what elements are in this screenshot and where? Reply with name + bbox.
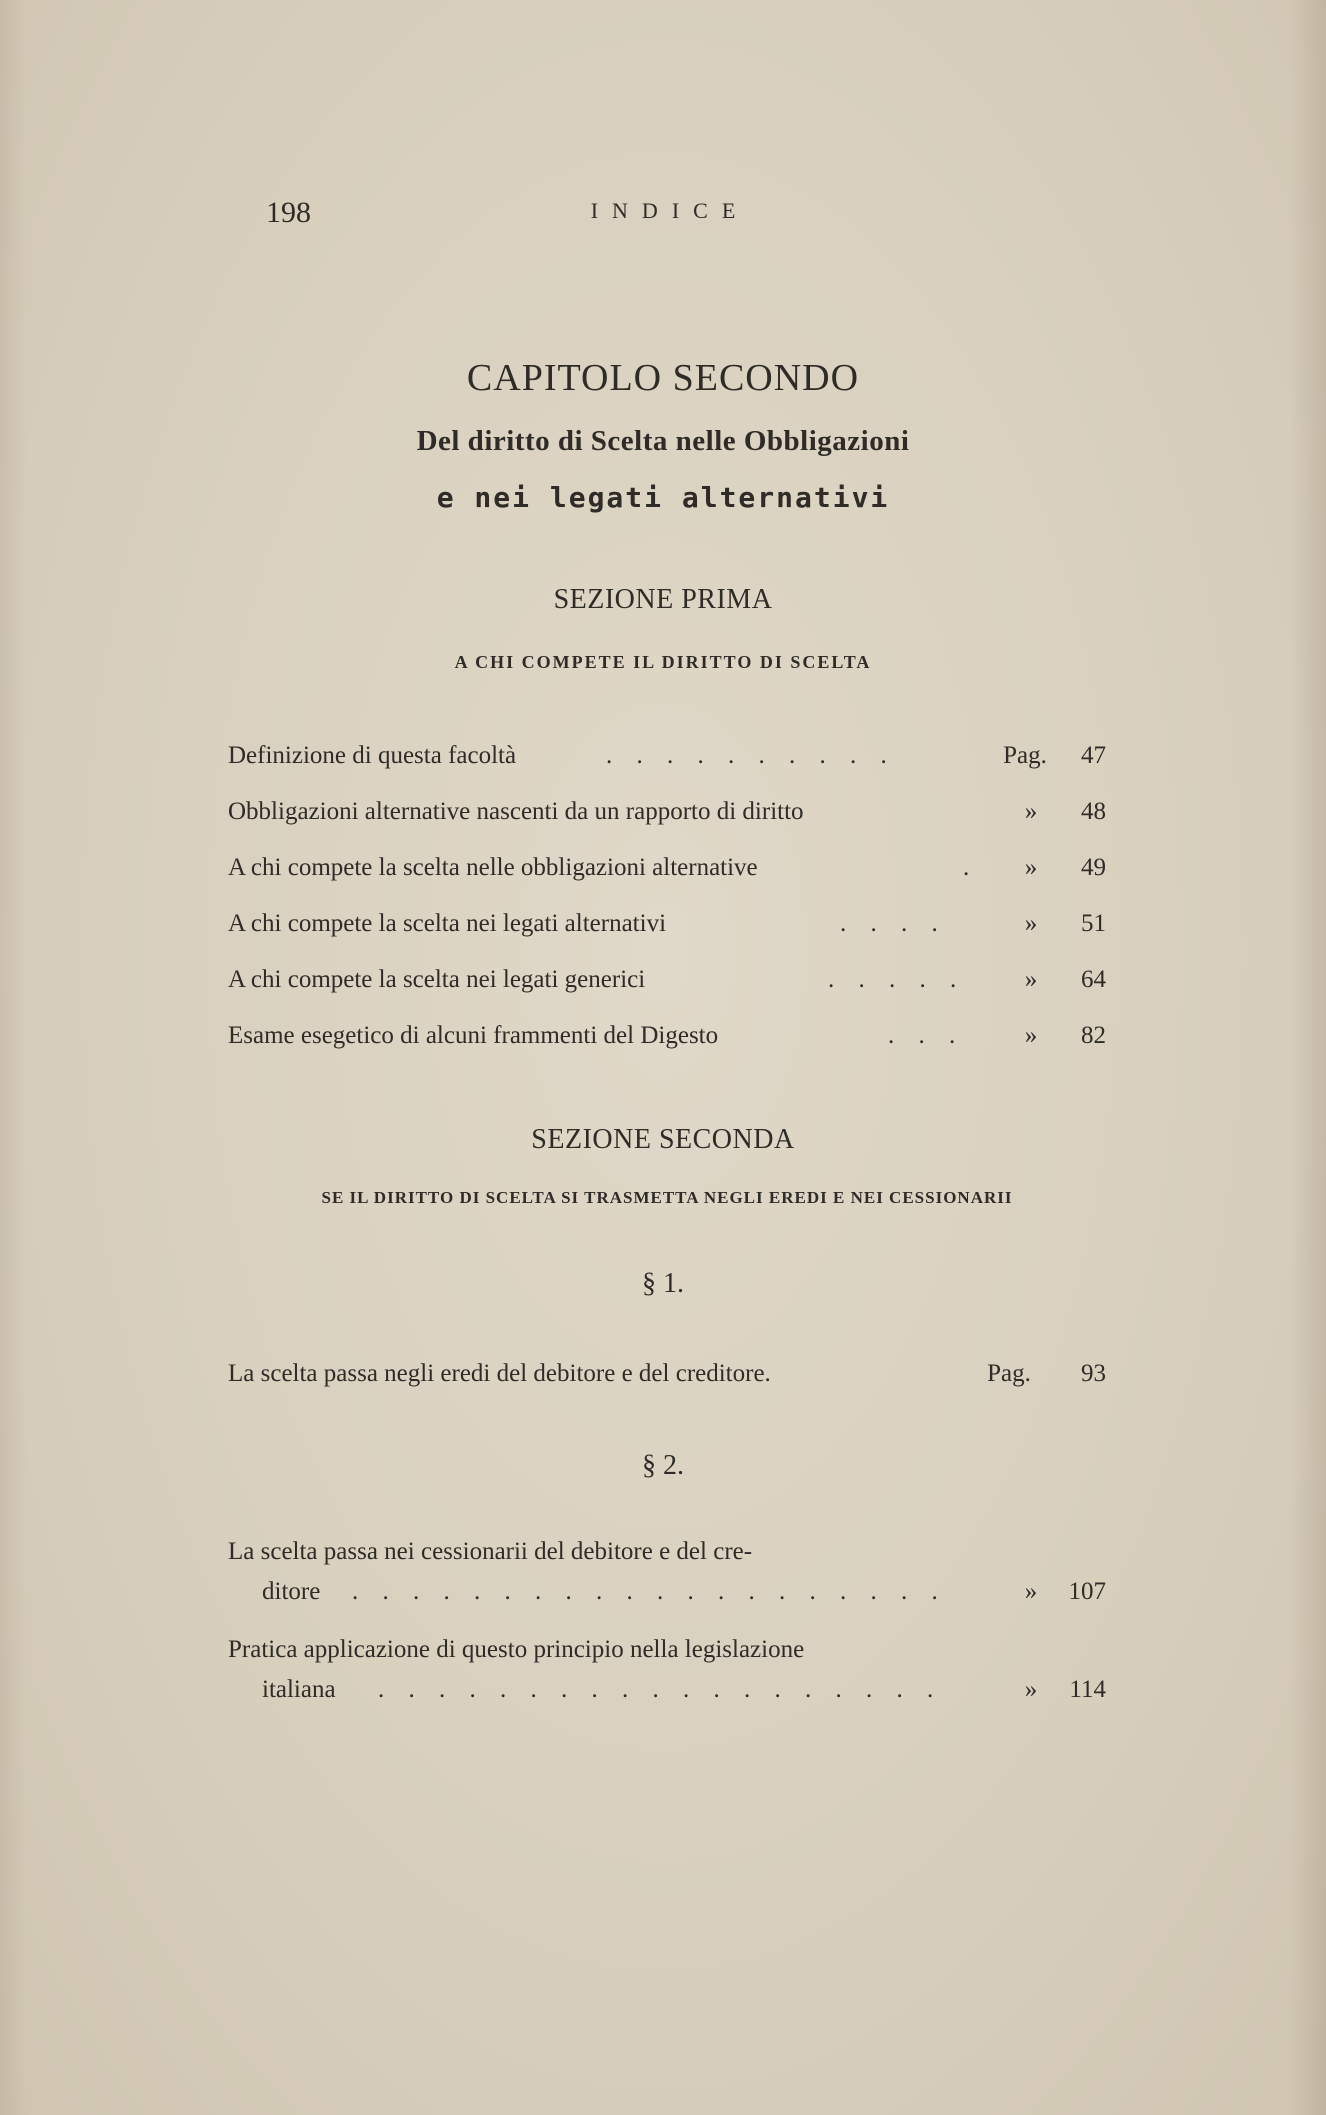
toc-entry-text: Esame esegetico di alcuni frammenti del Digesto (228, 1022, 719, 1049)
toc-entry-leader: . . . (888, 1022, 965, 1049)
page-edge-shadow-right (1290, 0, 1326, 2115)
section-heading-seconda: SEZIONE SECONDA (531, 1124, 795, 1155)
toc-entry-page: 49 (1081, 854, 1106, 881)
toc-entry-ditto-mark: » (1024, 1022, 1038, 1049)
toc-entry-leader: . . . . . (828, 966, 966, 993)
paragraph-symbol-2: § 2. (642, 1450, 684, 1481)
toc-entry-page: 114 (1069, 1676, 1106, 1703)
toc-entry-text: A chi compete la scelta nei legati generici (228, 966, 646, 993)
toc-entry (228, 910, 1106, 950)
toc-entry-page: 93 (1081, 1360, 1106, 1387)
toc-entry-leader: . . . . . . . . . . . . . . . . . . . . (352, 1578, 947, 1605)
toc-entry-page: 48 (1081, 798, 1106, 825)
toc-entry-text: A chi compete la scelta nei legati alternativi (228, 910, 667, 937)
toc-entry (228, 1022, 1106, 1062)
toc-entry (228, 1636, 1106, 1726)
toc-entry-leader: . . . . . . . . . . . . . . . . . . . (378, 1676, 943, 1703)
section-caption-seconda: SE IL DIRITTO DI SCELTA SI TRASMETTA NEGLI EREDI E NEI CESSIONARII (321, 1188, 1013, 1207)
toc-entry-text-line2: ditore (262, 1578, 321, 1605)
toc-entry-text-line1: La scelta passa nei cessionarii del debitore e del cre- (228, 1538, 753, 1565)
page-edge-shadow-left (0, 0, 26, 2115)
toc-entry-page: 51 (1081, 910, 1106, 937)
toc-entry (228, 1538, 1106, 1628)
toc-entry (228, 1360, 1106, 1400)
toc-entry (228, 742, 1106, 782)
toc-entry-text: Obbligazioni alternative nascenti da un rapporto di diritto (228, 798, 804, 825)
chapter-title: CAPITOLO SECONDO (466, 357, 860, 399)
toc-entry (228, 966, 1106, 1006)
toc-entry-ditto-mark: » (1024, 798, 1038, 825)
toc-entry-ditto-mark: » (1024, 910, 1038, 937)
section-heading-prima: SEZIONE PRIMA (553, 584, 773, 615)
toc-entry-leader: . . . . (840, 910, 947, 937)
toc-entry-page: 64 (1081, 966, 1106, 993)
toc-entry-ditto-mark: » (1024, 966, 1038, 993)
toc-entry-text-line1: Pratica applicazione di questo principio nella legislazione (228, 1636, 805, 1663)
toc-entry-text: La scelta passa negli eredi del debitore e del creditore. (228, 1360, 771, 1387)
toc-entry-leader: . . . . . . . . . . (606, 742, 896, 769)
toc-entry-page: 82 (1081, 1022, 1106, 1049)
toc-entry-ditto-mark: » (1024, 1578, 1038, 1605)
running-head: INDICE (590, 198, 750, 223)
toc-entry-page: 47 (1081, 742, 1106, 769)
toc-entry-leader: . (963, 854, 979, 881)
section-caption-prima: A CHI COMPETE IL DIRITTO DI SCELTA (454, 652, 872, 672)
toc-entry-page: 107 (1068, 1578, 1106, 1605)
toc-entry-text: Definizione di questa facoltà (228, 742, 517, 769)
toc-entry (228, 854, 1106, 894)
toc-entry-ditto-mark: » (1024, 854, 1038, 881)
toc-entry-text: A chi compete la scelta nelle obbligazioni alternative (228, 854, 758, 881)
toc-entry (228, 798, 1106, 838)
paragraph-symbol-1: § 1. (642, 1268, 684, 1299)
toc-entry-page-label: Pag. (987, 1360, 1031, 1387)
toc-entry-page-label: Pag. (1003, 742, 1047, 769)
toc-entry-text-line2: italiana (262, 1676, 336, 1703)
toc-entry-ditto-mark: » (1024, 1676, 1038, 1703)
chapter-subtitle-line2: e nei legati alternativi (436, 481, 890, 514)
chapter-subtitle-line1: Del diritto di Scelta nelle Obbligazioni (416, 425, 910, 457)
page-number: 198 (266, 196, 311, 229)
